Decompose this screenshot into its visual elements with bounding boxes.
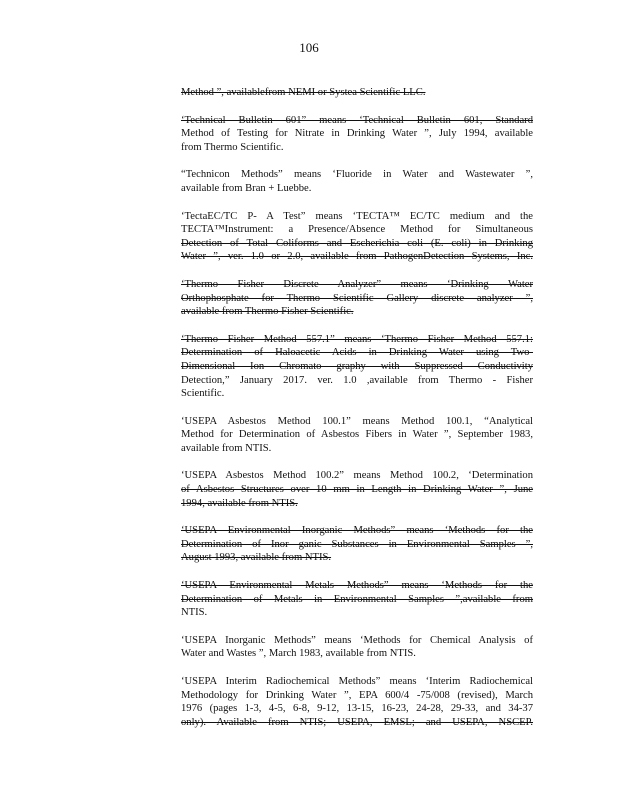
page-number: 106 (299, 40, 319, 55)
text-line: Scientific. (181, 388, 225, 400)
struck-text-line: August 1993, available from NTIS. (181, 552, 332, 564)
definition-paragraph (181, 210, 533, 264)
struck-text-line: Water ”, ver. 1.0 or 2.0, available from PathogenDetection Systems, Inc. (181, 251, 533, 263)
struck-text-line: Orthophosphate for Thermo Scientific Gallery discrete analyzer ”, (181, 292, 533, 304)
struck-text-line: ‘USEPA Environmental Metals Methods” means ‘Methods for the (181, 580, 533, 592)
struck-text-line: only). Available from NTIS; USEPA, EMSL; and USEPA, NSCEP. (181, 716, 533, 728)
text-line: ‘USEPA Asbestos Method 100.2” means Method 100.2, ‘Determination (181, 470, 533, 482)
definition-paragraph (181, 114, 533, 155)
text-line: from Thermo Scientific. (181, 141, 284, 153)
struck-text-line: available from Thermo Fisher Scientific. (181, 306, 354, 318)
definition-paragraph (181, 634, 533, 661)
text-line: Method of Testing for Nitrate in Drinking Water ”, July 1994, available (181, 128, 533, 140)
definition-paragraph (181, 86, 533, 100)
text-line: NTIS. (181, 607, 208, 619)
document-body (181, 86, 533, 743)
text-line: Method for Determination of Asbestos Fibers in Water ”, September 1983, (181, 429, 533, 441)
text-line: ‘TectaEC/TC P- A Test” means ‘TECTA™ EC/TC medium and the (181, 210, 533, 222)
definition-paragraph (181, 168, 533, 195)
text-line: Detection,” January 2017. ver. 1.0 ,available from Thermo - Fisher (181, 374, 533, 386)
definition-paragraph (181, 579, 533, 620)
text-line: ‘USEPA Asbestos Method 100.1” means Method 100.1, “Analytical (181, 415, 533, 427)
text-line: TECTA™Instrument: a Presence/Absence Method for Simultaneous (181, 224, 533, 236)
struck-text-line: Detection of Total Coliforms and Escherichia coli (E. coli) in Drinking (181, 237, 533, 249)
definition-paragraph (181, 333, 533, 401)
struck-text-line: 1994, available from NTIS. (181, 497, 298, 509)
definition-paragraph (181, 415, 533, 456)
struck-text-line: of Asbestos Structures over 10 mm in Length in Drinking Water ”, June (181, 484, 533, 496)
definition-paragraph (181, 278, 533, 319)
struck-text-line: Dimensional Ion Chromato graphy with Suppressed Conductivity (181, 360, 533, 372)
text-line: Methodology for Drinking Water ”, EPA 600/4 -75/008 (revised), March (181, 689, 533, 701)
text-line: ‘USEPA Interim Radiochemical Methods” means ‘Interim Radiochemical (181, 676, 533, 687)
struck-text-line: Determination of Metals in Environmental Samples ”,available from (181, 593, 533, 605)
struck-text-line: ‘USEPA Environmental Inorganic Methods” means ‘Methods for the (181, 525, 533, 537)
definition-paragraph (181, 675, 533, 729)
struck-text-line: Determination of Haloacetic Acids in Drinking Water using Two- (181, 347, 533, 359)
struck-text-line: Determination of Inor ganic Substances in Environmental Samples ”, (181, 538, 533, 550)
definition-paragraph (181, 524, 533, 565)
text-line: available from Bran + Luebbe. (181, 182, 312, 194)
struck-text-line: ‘Thermo Fisher Discrete Analyzer” means ‘Drinking Water (181, 278, 533, 290)
text-line: 1976 (pages 1-3, 4-5, 6-8, 9-12, 13-15, 16-23, 24-28, 29-33, and 34-37 (181, 703, 533, 715)
struck-text-line: ‘Technical Bulletin 601” means ‘Technical Bulletin 601, Standard (181, 114, 533, 126)
struck-text-line: ‘Thermo Fisher Method 557.1” means ‘Thermo Fisher Method 557.1: (181, 333, 533, 345)
text-line: “Technicon Methods” means ‘Fluoride in Water and Wastewater ”, (181, 169, 533, 181)
text-line: Water and Wastes ”, March 1983, available from NTIS. (181, 648, 416, 660)
text-line: ‘USEPA Inorganic Methods” means ‘Methods for Chemical Analysis of (181, 634, 533, 646)
definition-paragraph (181, 469, 533, 510)
text-line: available from NTIS. (181, 442, 272, 454)
struck-text-line: Method ”, availablefrom NEMI or Systea Scientific LLC. (181, 87, 426, 98)
